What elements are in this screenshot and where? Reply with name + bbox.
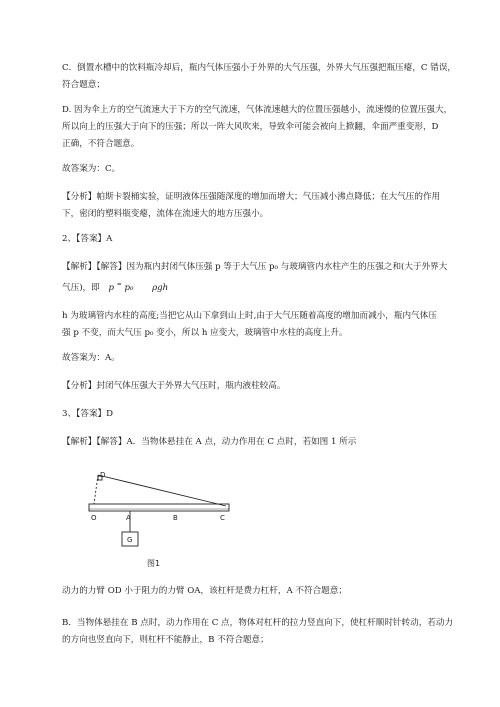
paragraph-h: [62, 308, 462, 342]
paragraph-option-d: [62, 102, 462, 153]
text-line: 所以向上的压强大于向下的压强；所以一阵大风吹来，导致伞可能会被向上掀翻，伞面严重变形，D: [62, 122, 439, 132]
text-line: 符合题意；: [62, 80, 105, 90]
analysis-2: [62, 378, 462, 395]
text-line: 故答案为：A。: [62, 353, 120, 363]
statement-a: [62, 583, 462, 600]
question-2-answer: [62, 231, 462, 248]
answer-line-2: [62, 350, 462, 367]
text-line: h 为玻璃管内水柱的高度;当把它从山下拿到山上时,由于大气压随着高度的增加而减小，瓶内气体压: [62, 311, 437, 321]
text-line: 【分析】封闭气体压强大于外界大气压时，瓶内液柱较高。: [62, 381, 286, 391]
text-line: 正确，不符合题意。: [62, 139, 140, 149]
text-line: 【分析】帕斯卡裂桶实验，证明液体压强随深度的增加而增大；气压减小沸点降低；在大气压的作用: [62, 192, 441, 202]
formula: p = p₀ + ρgh: [108, 281, 169, 293]
text-line: 【解析】【解答】A．当物体悬挂在 A 点，动力作用在 C 点时，若如图 1 所示: [62, 437, 357, 447]
label-a: A: [126, 514, 131, 522]
text-line: 强 p 不变，而大气压 p₀ 变小，所以 h 应变大，玻璃管中水柱的高度上升。: [62, 328, 348, 338]
force-line-dc: [98, 475, 226, 506]
figure-caption: 图1: [147, 559, 161, 568]
paragraph-option-c: [62, 60, 462, 94]
text-line: 【解析】【解答】因为瓶内封闭气体压强 p 等于大气压 p₀ 与玻璃管内水柱产生的压强之和(大于外界大: [62, 262, 448, 272]
arm-od-dashed: [94, 475, 98, 504]
label-c: C: [220, 514, 225, 522]
label-o: O: [91, 514, 97, 522]
text-line: 2、【答案】A: [62, 234, 113, 244]
lever-figure: [86, 470, 246, 570]
text-line: B．当物体悬挂在 B 点时，动力作用在 C 点，物体对杠杆的拉力竖直向下，使杠杆顺时针转动，若动力: [62, 618, 454, 628]
lever-diagram: [89, 475, 229, 546]
label-b: B: [173, 514, 178, 522]
solution-2: [62, 259, 462, 297]
text-line: D. 因为伞上方的空气流速大于下方的空气流速，气体流速越大的位置压强越小，流速慢的位置压强大，: [62, 105, 453, 115]
text-line: 3、【答案】D: [62, 409, 114, 419]
statement-b: [62, 615, 462, 649]
text-line: 故答案为：C。: [62, 164, 121, 174]
label-g: G: [127, 536, 133, 544]
answer-line-1: [62, 161, 462, 178]
question-3-answer: [62, 406, 462, 423]
text-line: 气压)，即 p = p₀ + ρgh: [62, 281, 169, 293]
text-line: 的方向也竖直向下，则杠杆不能静止，B 不符合题意；: [62, 635, 269, 645]
text-line: C．倒置水槽中的饮料瓶冷却后，瓶内气体压强小于外界的大气压强，外界大气压强把瓶压瘪，C 错误，: [62, 63, 457, 73]
text-line: 下，密闭的塑料瓶变瘪，流体在流速大的地方压强小。: [62, 209, 269, 219]
lever-bar: [89, 504, 229, 511]
solution-3: [62, 434, 462, 451]
text-line: 动力的力臂 OD 小于阻力的力臂 OA，该杠杆是费力杠杆，A 不符合题意；: [62, 586, 347, 596]
analysis-1: [62, 189, 462, 223]
label-d: D: [100, 471, 106, 479]
